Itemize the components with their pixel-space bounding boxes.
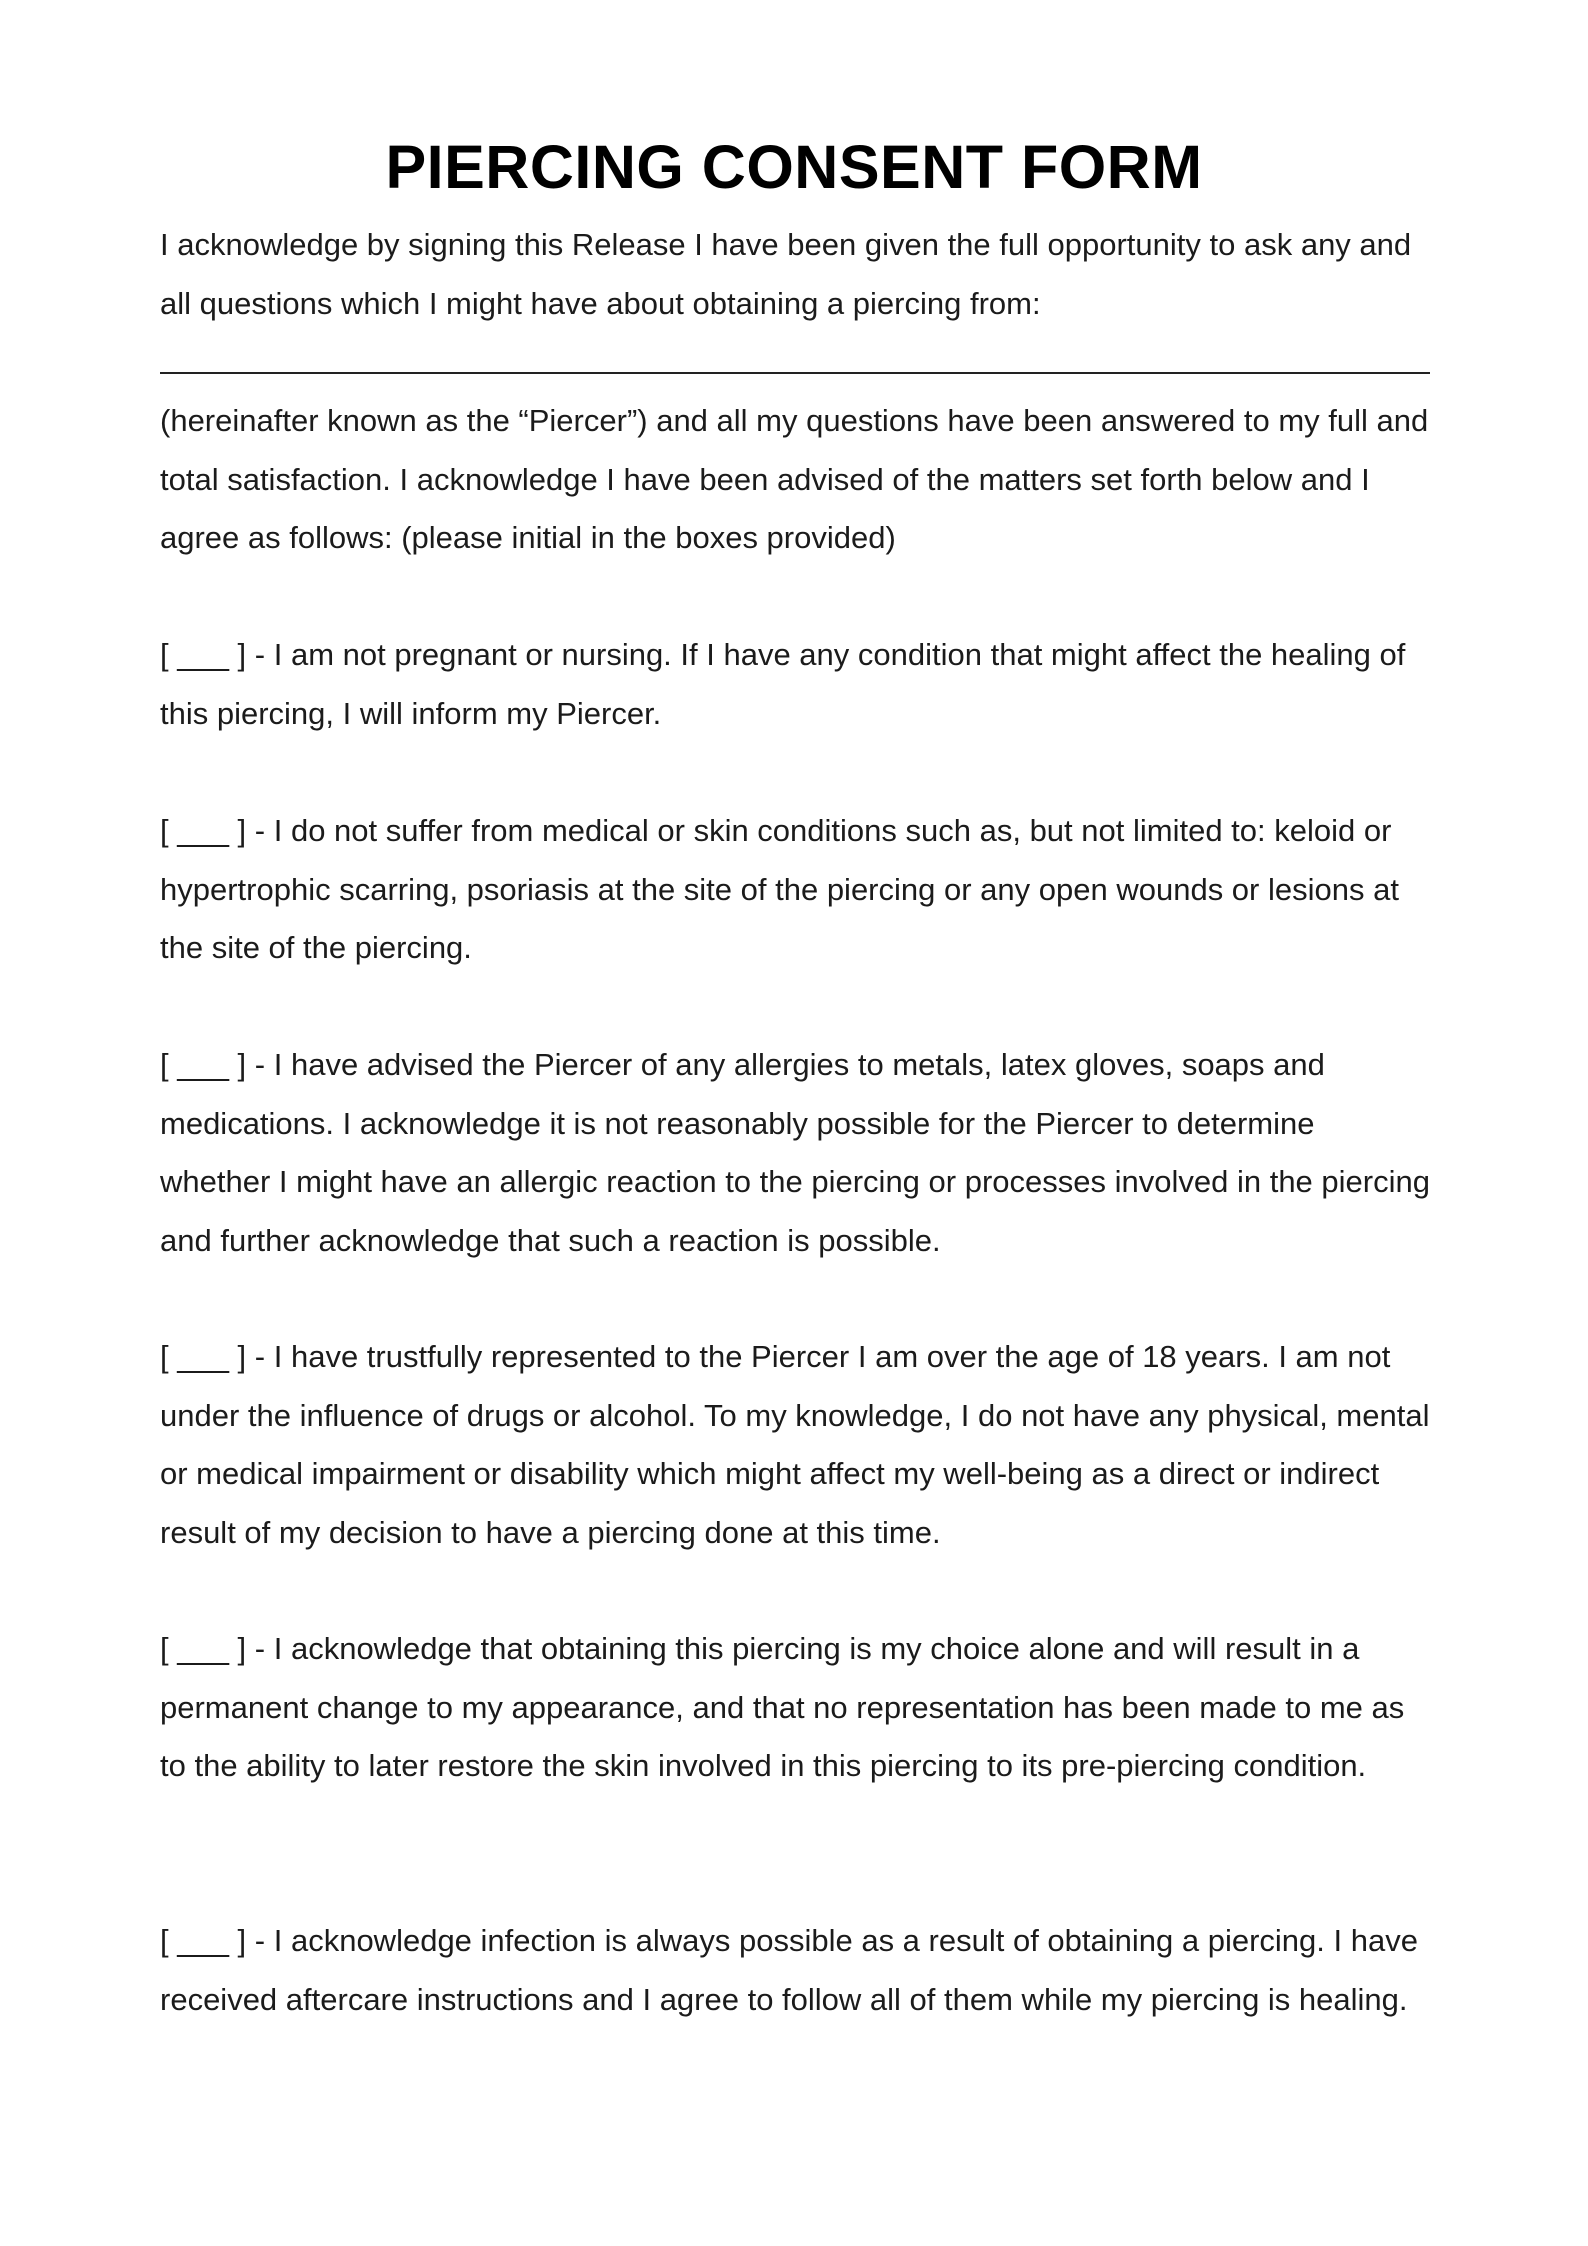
clause-infection	[160, 1912, 1430, 2029]
clause-text: I do not suffer from medical or skin conditions such as, but not limited to: keloid or hypertrophic scarring, psoriasis at the site of the piercing or any open wounds or lesions at the site of the piercing.	[160, 813, 1399, 965]
initial-box[interactable]: [ ___ ] -	[160, 813, 274, 848]
initial-box[interactable]: [ ___ ] -	[160, 1339, 274, 1374]
initial-box[interactable]: [ ___ ] -	[160, 637, 274, 672]
clause-text: I have trustfully represented to the Piercer I am over the age of 18 years. I am not under the influence of drugs or alcohol. To my knowledge, I do not have any physical, mental or medical impairment or disability which might affect my well-being as a direct or indirect result of my decision to have a piercing done at this time.	[160, 1339, 1430, 1550]
clause-text: I am not pregnant or nursing. If I have any condition that might affect the healing of this piercing, I will inform my Piercer.	[160, 637, 1406, 731]
intro-continued-paragraph: (hereinafter known as the “Piercer”) and all my questions have been answered to my full and total satisfaction. I acknowledge I have been advised of the matters set forth below and I agree as follows: (please initial in the boxes provided)	[160, 403, 1429, 555]
page-title: PIERCING CONSENT FORM	[385, 132, 1203, 201]
clause-age-and-condition	[160, 1328, 1430, 1562]
clause-pregnancy	[160, 626, 1430, 743]
clause-text: I have advised the Piercer of any allergies to metals, latex gloves, soaps and medications. I acknowledge it is not reasonably possible for the Piercer to determine whether I might have an allergic reaction to the piercing or processes involved in the piercing and further acknowledge that such a reaction is possible.	[160, 1047, 1430, 1258]
clause-permanent-change	[160, 1620, 1430, 1796]
clause-medical-conditions	[160, 802, 1430, 978]
intro-paragraph: I acknowledge by signing this Release I have been given the full opportunity to ask any and all questions which I might have about obtaining a piercing from:	[160, 227, 1412, 321]
initial-box[interactable]: [ ___ ] -	[160, 1631, 274, 1666]
clause-text: I acknowledge that obtaining this piercing is my choice alone and will result in a permanent change to my appearance, and that no representation has been made to me as to the ability to later restore the skin involved in this piercing to its pre-piercing condition.	[160, 1631, 1405, 1783]
piercer-name-line[interactable]	[160, 372, 1430, 374]
clause-text: I acknowledge infection is always possible as a result of obtaining a piercing. I have received aftercare instructions and I agree to follow all of them while my piercing is healing.	[160, 1923, 1418, 2017]
initial-box[interactable]: [ ___ ] -	[160, 1923, 274, 1958]
initial-box[interactable]: [ ___ ] -	[160, 1047, 274, 1082]
clause-allergies	[160, 1036, 1430, 1270]
